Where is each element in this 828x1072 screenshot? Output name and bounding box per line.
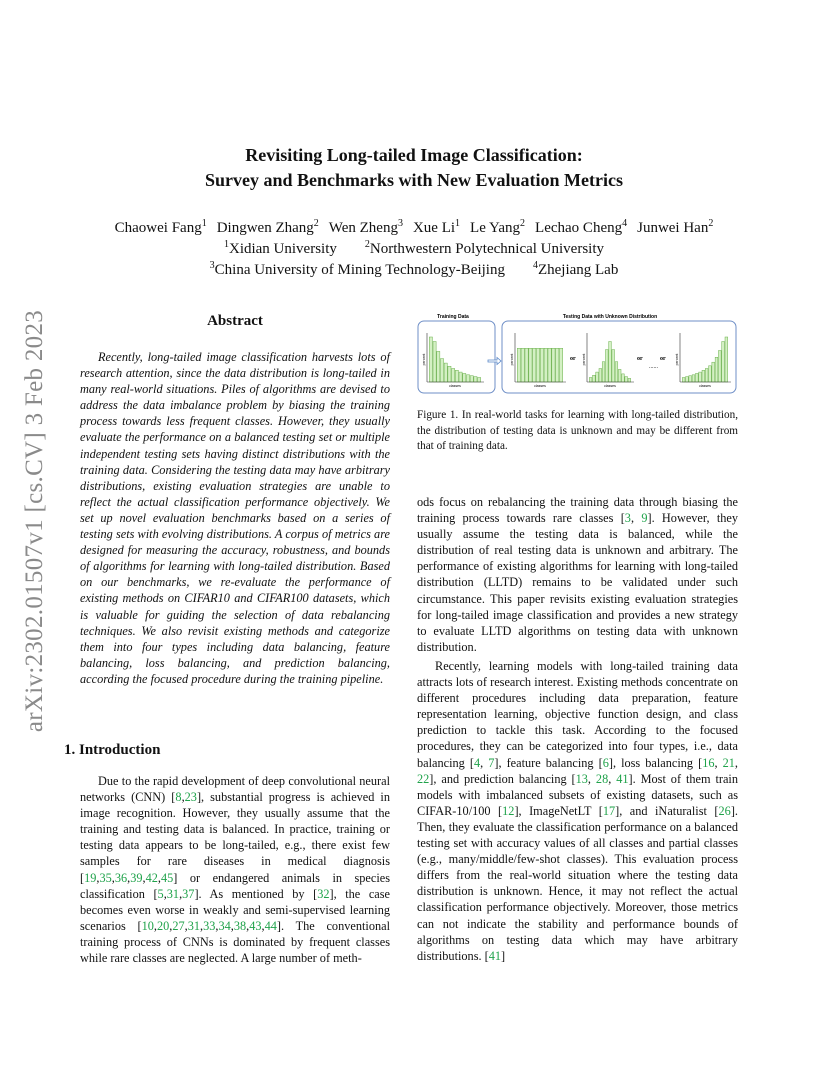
histogram-bar xyxy=(529,348,532,382)
histogram-bar xyxy=(429,337,432,382)
or-label-2: or xyxy=(637,356,643,362)
figure-1-caption: Figure 1. In real-world tasks for learning with long-tailed distribution, the distribution of testing data is unknown and may be different from that of training data. xyxy=(417,409,738,452)
axis-label-classes: classes xyxy=(699,384,711,388)
abstract-text: Recently, long-tailed image classification harvests lots of research attention, since the data distribution is long-tailed in many real-world situations. Piles of algorithms are devised to address the data imbalance problem by biasing the training process towards less frequent classes. However, they usually evaluate the performance on a balanced testing set or multiple independent testing sets having distinct distributions with the training data. Considering the testing data may have arbitrary distributions, existing evaluation strategies are unable to reflect the actual classification performance objectively. We set up novel evaluation benchmarks based on a series of testing sets with evolving distributions. A corpus of metrics are designed for measuring the accuracy, robustness, and bounds of algorithms for learning with long-tailed distribution. Based on our benchmarks, we re-evaluate the performance of existing methods on CIFAR10 and CIFAR100 datasets, which is valuable for guiding the selection of data rebalancing techniques. We also revisit existing methods and categorize them into four types including data balancing, feature balancing, loss balancing, and prediction balancing, according the focused procedure during the training pipeline. xyxy=(80,350,390,686)
histogram-bar xyxy=(628,378,631,382)
axis-label-percent: percent xyxy=(675,353,679,366)
abstract-heading: Abstract xyxy=(207,313,263,329)
affiliation-line-1 xyxy=(0,239,828,260)
histogram-bar xyxy=(517,348,520,382)
histogram-bar xyxy=(618,369,621,382)
author-list xyxy=(0,218,828,239)
or-label-1: or xyxy=(570,356,576,362)
histogram-bar xyxy=(440,359,443,382)
paper-title xyxy=(0,143,828,193)
author-block xyxy=(0,218,828,281)
histogram-bar xyxy=(615,362,618,382)
author-name: Wen Zheng$^3$ xyxy=(328,218,403,236)
author-name: Xue Li$^1$ xyxy=(412,218,461,236)
histogram-bar xyxy=(699,372,702,382)
histogram-bar xyxy=(602,362,605,382)
histogram-bar xyxy=(521,348,524,382)
histogram-bar xyxy=(433,342,436,383)
histogram-bar xyxy=(470,376,473,382)
histogram-bar xyxy=(452,369,455,383)
histogram-bar xyxy=(474,377,477,382)
section-heading-introduction: 1. Introduction xyxy=(64,742,161,758)
histogram-bar xyxy=(533,348,536,382)
figure-1 xyxy=(417,314,738,394)
histogram-bar xyxy=(709,366,712,382)
axis-label-classes: classes xyxy=(449,384,461,388)
histogram-bar xyxy=(712,362,715,382)
arxiv-side-stamp: arXiv:2302.01507v1 [cs.CV] 3 Feb 2023 xyxy=(21,309,48,733)
histogram-bar xyxy=(455,370,458,382)
affiliation: $^1$Xidian University xyxy=(223,239,337,257)
histogram-bar xyxy=(463,373,466,382)
axis-label-classes: classes xyxy=(604,384,616,388)
histogram-bar xyxy=(448,366,451,382)
training-data-label: Training Data xyxy=(437,314,469,320)
histogram-bar xyxy=(444,363,447,382)
ellipsis-label: ...... xyxy=(649,364,658,370)
right-column-paragraph-2 xyxy=(417,658,738,964)
affiliation-line-2 xyxy=(0,260,828,281)
histogram-bar xyxy=(556,348,559,382)
histogram-bar xyxy=(722,342,725,383)
histogram-bar xyxy=(692,375,695,382)
histogram-bar xyxy=(705,369,708,383)
axis-label-percent: percent xyxy=(422,353,426,366)
histogram-bar xyxy=(715,357,718,382)
author-name: Lechao Cheng$^4$ xyxy=(535,218,628,236)
histogram-bar xyxy=(593,375,596,382)
axis-label-classes: classes xyxy=(534,384,546,388)
histogram-bar xyxy=(718,351,721,383)
axis-label-percent: percent xyxy=(582,353,586,366)
intro-body xyxy=(80,773,390,966)
histogram-bar xyxy=(559,348,562,382)
histogram-bar xyxy=(682,378,685,383)
histogram-bar xyxy=(466,375,469,382)
histogram-bar xyxy=(525,348,528,382)
continued-paragraph: ods focus on rebalancing the training data through biasing the training process towards rare classes [3, 9]. However, they usually assume the testing data is balanced, while the distribution of real testing data is unknown and arbitrary. The performance of existing algorithms for learning with long-tailed distribution (LLTD) remains to be validated under such circumstance. This paper revisits existing evaluation strategies for long-tailed image classification and provides a new strategy to evaluate LLTD algorithms on testing data with unknown distribution. xyxy=(417,495,739,654)
histogram-bar xyxy=(622,374,625,382)
histogram-bar xyxy=(609,342,612,383)
author-name: Junwei Han$^2$ xyxy=(637,218,714,236)
author-name: Dingwen Zhang$^2$ xyxy=(216,218,319,236)
title-line-2: Survey and Benchmarks with New Evaluation Metrics xyxy=(205,170,623,190)
affiliation: $^2$Northwestern Polytechnical University xyxy=(364,239,605,257)
histogram-bar xyxy=(612,350,615,382)
histogram-bar xyxy=(589,378,592,383)
axis-label-percent: percent xyxy=(510,353,514,366)
author-name: Le Yang$^2$ xyxy=(470,218,526,236)
paragraph-recently: Recently, learning models with long-tailed training data attracts lots of research interest. Existing methods concentrate on different procedures including data preparation, feature representation learning, objective function design, and class prediction to tackle this task. According to the focused procedures, they can be categorized into four types, i.e., data balancing [4, 7], feature balancing [6], loss balancing [16, 21, 22], and prediction balancing [13, 28, 41]. Most of them train models with imbalanced subsets of existing datasets, such as CIFAR-10/100 [12], ImageNetLT [17], and iNaturalist [26]. Then, they evaluate the classification performance on a balanced testing set with accuracy values of all classes and partial classes (e.g., many/middle/few-shot classes). This evaluation process differs from the real-world situation where the testing data distribution is unknown. Hence, it may not reflect the actual classification performance objectively. Moreover, those metrics can not indicate the stability and performance bounds of algorithms on testing data which may have arbitrary distributions. [41] xyxy=(417,659,738,963)
histogram-bar xyxy=(536,348,539,382)
histogram-bar xyxy=(702,370,705,382)
histogram-bar xyxy=(459,372,462,382)
histogram-bar xyxy=(540,348,543,382)
testing-data-label: Testing Data with Unknown Distribution xyxy=(562,314,658,320)
intro-paragraph-1: Due to the rapid development of deep convolutional neural networks (CNN) [8,23], substantial progress is achieved in image recognition. However, they usually assume that the training and testing data is balanced. In practice, training or testing data appears to be long-tailed, e.g., there exist few samples for rare diseases in medical diagnosis [19,35,36,39,42,45] or endangered animals in species classification [5,31,37]. As mentioned by [32], the case becomes even worse in weakly and semi-supervised learning scenarios [10,20,27,31,33,34,38,43,44]. The conventional training process of CNNs is dominated by frequent classes while rare classes are neglected. A large number of meth- xyxy=(80,774,390,966)
histogram-bar xyxy=(596,372,599,382)
histogram-bar xyxy=(605,350,608,382)
right-column-paragraph-1 xyxy=(417,494,738,655)
histogram-bar xyxy=(689,376,692,382)
histogram-bar xyxy=(686,377,689,382)
histogram-bar xyxy=(599,369,602,383)
histogram-bar xyxy=(544,348,547,382)
histogram-bar xyxy=(548,348,551,382)
histogram-bar xyxy=(478,378,481,383)
affiliation: $^4$Zhejiang Lab xyxy=(532,260,619,278)
abstract-body xyxy=(80,349,390,687)
or-label-3: or xyxy=(660,356,666,362)
histogram-bar xyxy=(437,351,440,382)
author-name: Chaowei Fang$^1$ xyxy=(114,218,207,236)
affiliation: $^3$China University of Mining Technology-Beijing xyxy=(209,260,505,278)
title-line-1: Revisiting Long-tailed Image Classification: xyxy=(245,145,583,165)
histogram-bar xyxy=(552,348,555,382)
histogram-bar xyxy=(695,373,698,382)
histogram-bar xyxy=(625,377,628,382)
histogram-bar xyxy=(725,337,728,382)
